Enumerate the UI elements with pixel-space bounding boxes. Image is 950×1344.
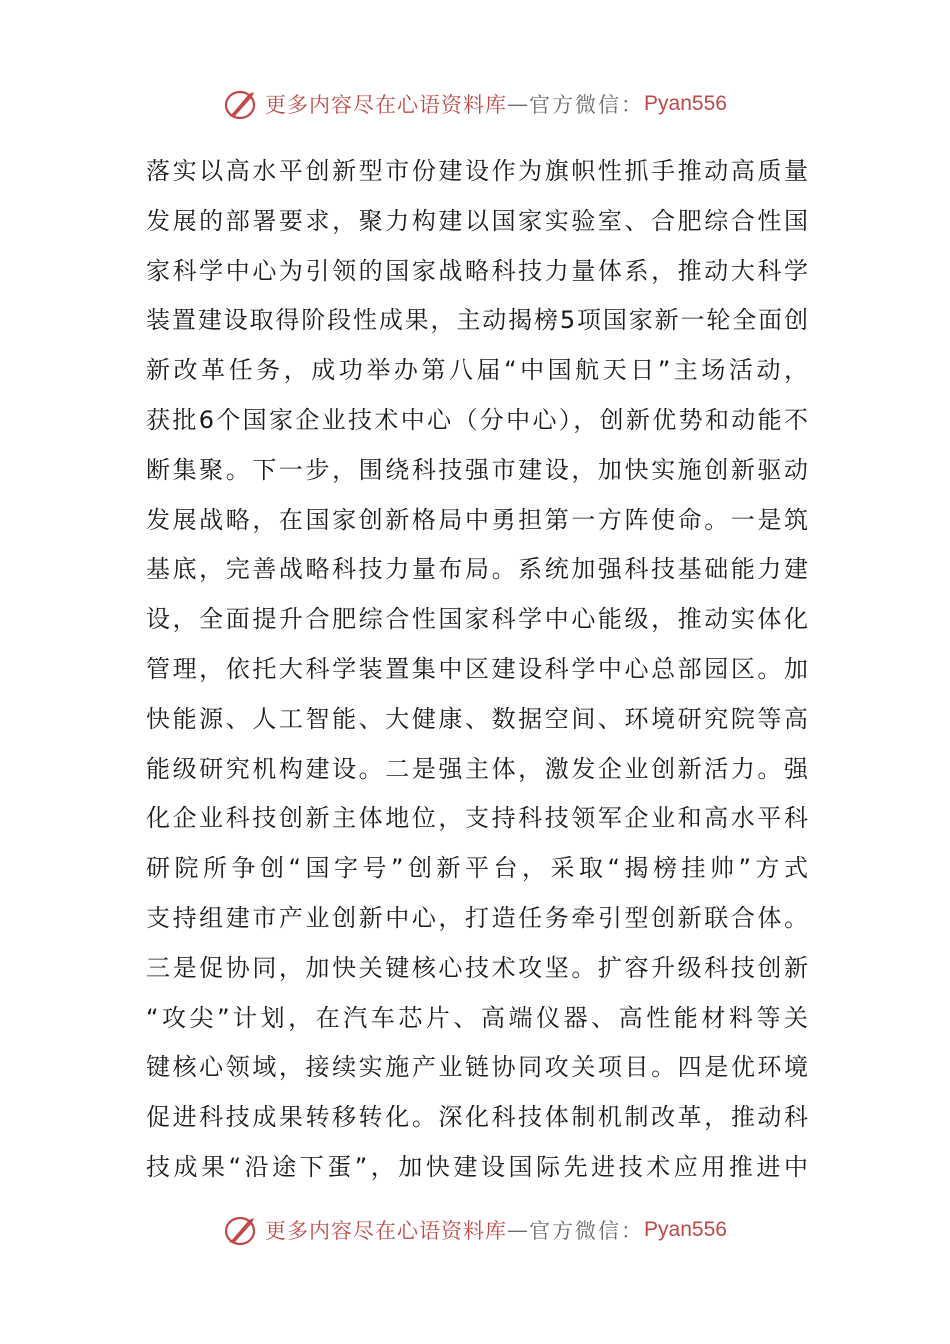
paragraph-line: 新改革任务，成功举办第八届“中国航天日”主场活动， [146, 356, 808, 385]
banner-wechat-label: 官方微信： [529, 93, 645, 117]
paragraph-line: 键核心领域，接续实施产业链协同攻关项目。四是优环境 [146, 1053, 808, 1082]
paragraph-line: 基底，完善战略科技力量布局。系统加强科技基础能力建 [146, 555, 808, 584]
banner-wechat-id: Pyan556 [644, 1218, 727, 1241]
paragraph-line: 断集聚。下一步，围绕科技强市建设，加快实施创新驱动 [146, 455, 808, 484]
paragraph-line: 落实以高水平创新型市份建设作为旗帜性抓手推动高质量 [146, 157, 808, 185]
document-body [146, 147, 808, 1193]
paragraph-line: 管理，依托大科学装置集中区建设科学中心总部园区。加 [146, 654, 808, 683]
paragraph-line: 化企业科技创新主体地位，支持科技领军企业和高水平科 [146, 804, 808, 833]
footer-watermark-banner [0, 1210, 950, 1250]
paragraph-line: “攻尖”计划，在汽车芯片、高端仪器、高性能材料等关 [146, 1003, 808, 1032]
paragraph-line: 获批6个国家企业技术中心（分中心），创新优势和动能不 [146, 405, 808, 434]
paragraph-line: 支持组建市产业创新中心，打造任务牵引型创新联合体。 [146, 903, 808, 932]
paragraph-line: 装置建设取得阶段性成果，主动揭榜5项国家新一轮全面创 [146, 306, 808, 335]
banner-text: 更多内容尽在心语资料库 [265, 1219, 508, 1243]
header-watermark-banner [0, 84, 950, 124]
banner-wechat-id: Pyan556 [644, 92, 727, 115]
paragraph-line: 快能源、人工智能、大健康、数据空间、环境研究院等高 [146, 704, 808, 733]
paragraph-line: 发展战略，在国家创新格局中勇担第一方阵使命。一是筑 [146, 505, 808, 534]
paragraph-line: 促进科技成果转移转化。深化科技体制机制改革，推动科 [146, 1103, 808, 1132]
paragraph-line: 技成果“沿途下蛋”，加快建设国际先进技术应用推进中 [146, 1152, 808, 1181]
pen-logo-icon [223, 1212, 261, 1248]
paragraph-line: 研院所争创“国字号”创新平台，采取“揭榜挂帅”方式 [146, 854, 808, 883]
banner-text: 更多内容尽在心语资料库 [265, 93, 508, 117]
banner-separator: — [507, 92, 530, 116]
paragraph-line: 发展的部署要求，聚力构建以国家实验室、合肥综合性国 [146, 206, 808, 235]
paragraph-line: 家科学中心为引领的国家战略科技力量体系，推动大科学 [146, 256, 808, 285]
banner-wechat-label: 官方微信： [529, 1219, 645, 1243]
paragraph-line: 能级研究机构建设。二是强主体，激发企业创新活力。强 [146, 754, 808, 783]
pen-logo-icon [223, 86, 261, 122]
banner-separator: — [507, 1218, 530, 1242]
paragraph-line: 设，全面提升合肥综合性国家科学中心能级，推动实体化 [146, 605, 808, 634]
paragraph-line: 三是促协同，加快关键核心技术攻坚。扩容升级科技创新 [146, 953, 808, 982]
